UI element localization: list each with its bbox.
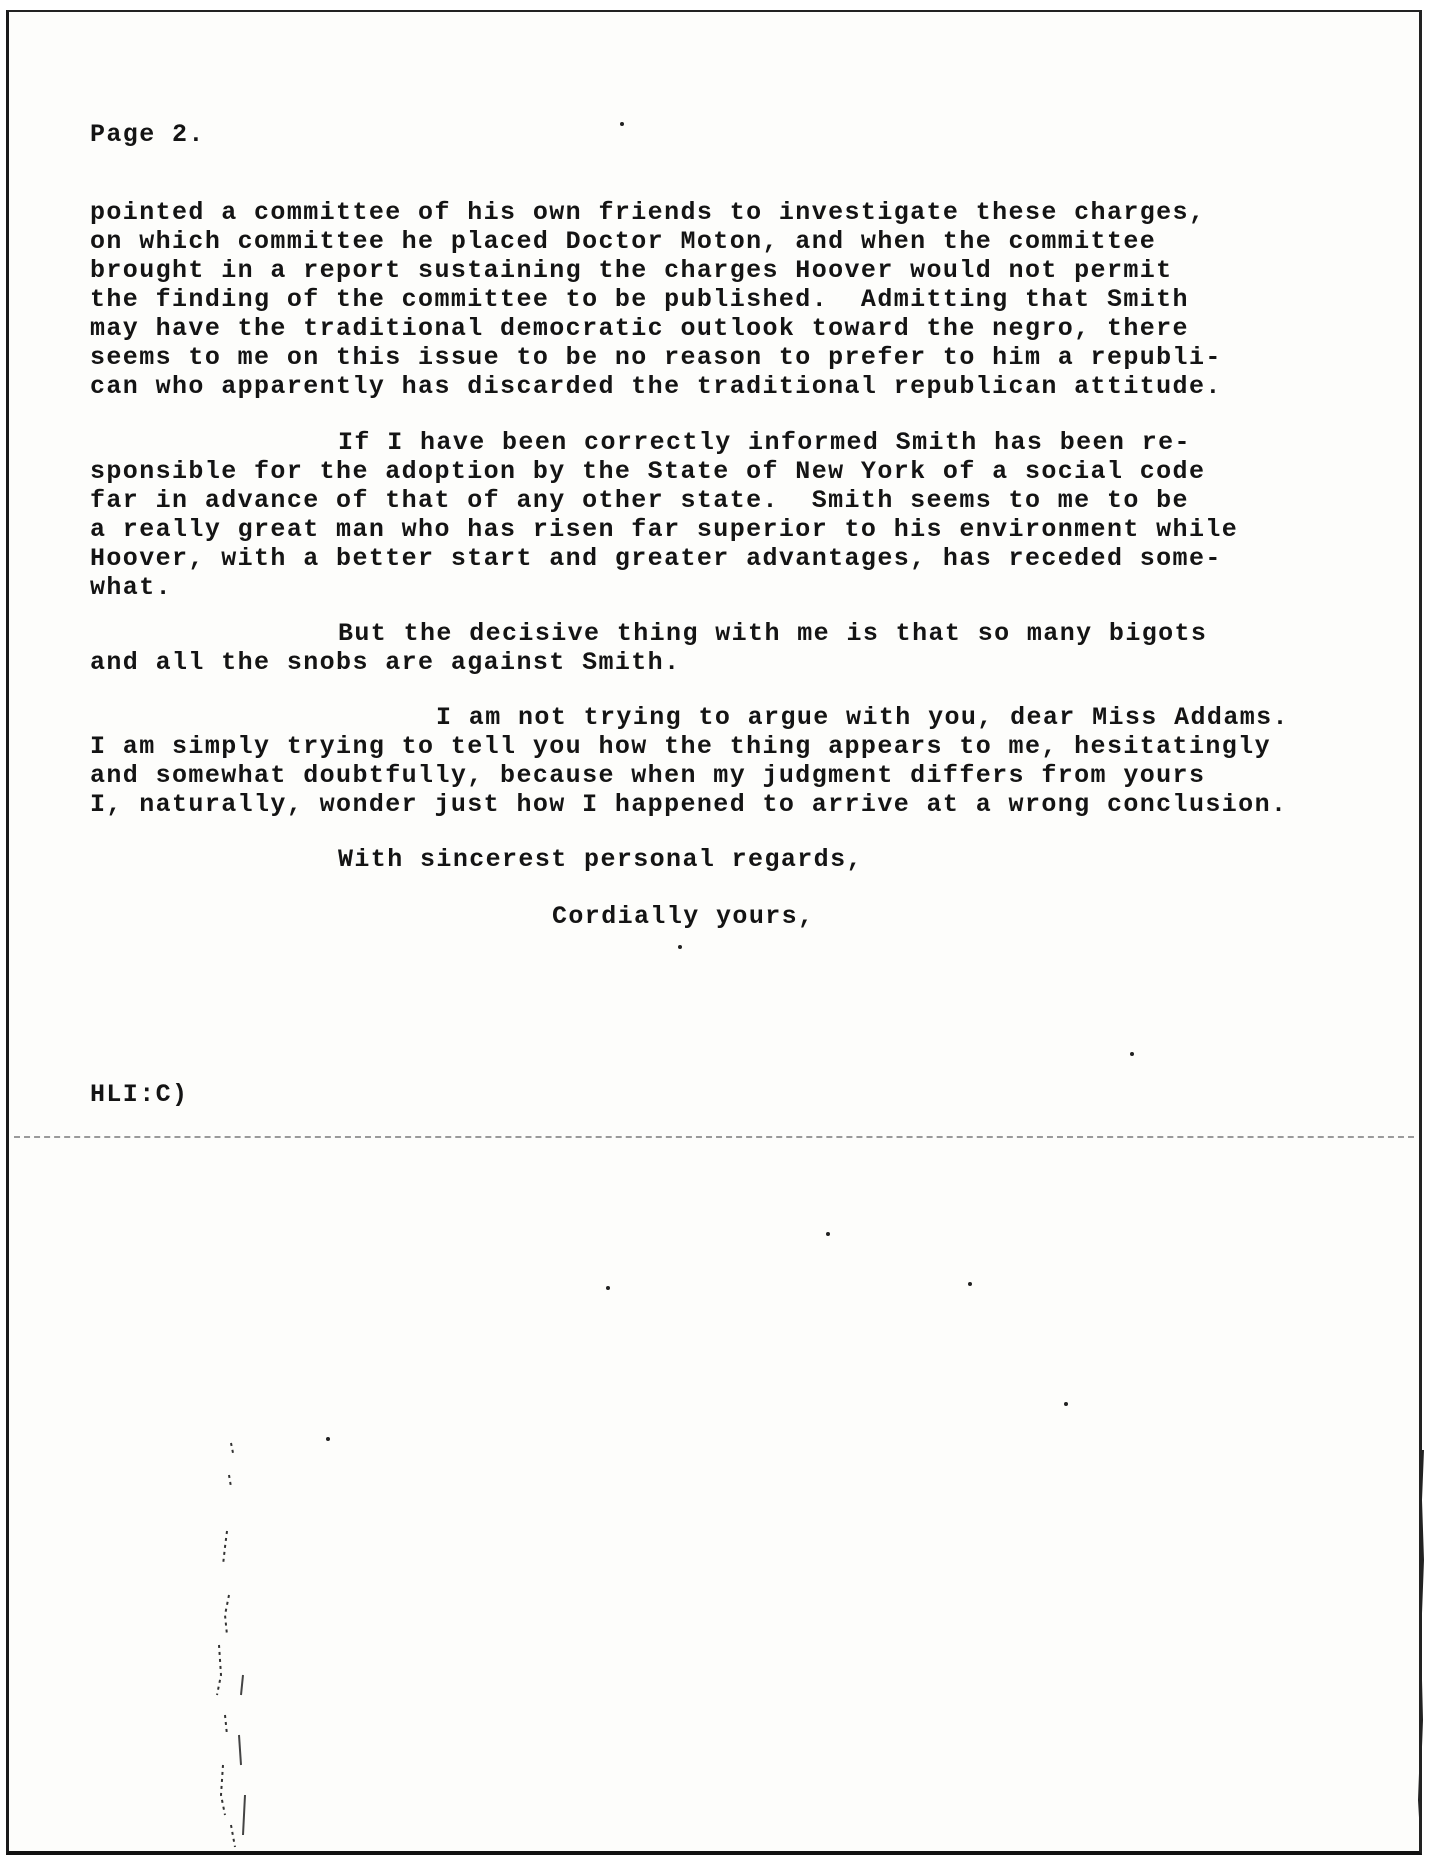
paragraph-4-line: and somewhat doubtfully, because when my judgment differs from yours xyxy=(90,761,1206,790)
ink-speck xyxy=(326,1437,330,1441)
closing-regards: With sincerest personal regards, xyxy=(338,845,863,874)
paragraph-1-line: brought in a report sustaining the charges Hoover would not permit xyxy=(90,256,1173,285)
paragraph-3-line: and all the snobs are against Smith. xyxy=(90,648,681,677)
page-fold-line xyxy=(14,1136,1414,1138)
paragraph-1-line: pointed a committee of his own friends to investigate these charges, xyxy=(90,198,1206,227)
paragraph-1-line: seems to me on this issue to be no reason to prefer to him a republi- xyxy=(90,343,1222,372)
ink-speck xyxy=(678,945,682,949)
paragraph-1-line: can who apparently has discarded the traditional republican attitude. xyxy=(90,372,1222,401)
paragraph-2-line: Hoover, with a better start and greater advantages, has receded some- xyxy=(90,544,1222,573)
page-label: Page 2. xyxy=(90,120,205,149)
paragraph-4-line: I am not trying to argue with you, dear Miss Addams. xyxy=(436,703,1289,732)
ink-speck xyxy=(968,1282,972,1286)
paragraph-1-line: may have the traditional democratic outlook toward the negro, there xyxy=(90,314,1189,343)
paragraph-4-line: I, naturally, wonder just how I happened to arrive at a wrong conclusion. xyxy=(90,790,1288,819)
scan-edge-marks xyxy=(205,1435,265,1855)
ink-speck xyxy=(620,122,624,126)
ink-speck xyxy=(606,1286,610,1290)
paragraph-2-line: what. xyxy=(90,573,173,602)
ink-speck xyxy=(1064,1402,1068,1406)
paragraph-2-line: a really great man who has risen far superior to his environment while xyxy=(90,515,1239,544)
paragraph-3-line: But the decisive thing with me is that so many bigots xyxy=(338,619,1208,648)
paragraph-1-line: the finding of the committee to be published. Admitting that Smith xyxy=(90,285,1189,314)
paragraph-2-line: If I have been correctly informed Smith has been re- xyxy=(338,428,1191,457)
closing-salutation: Cordially yours, xyxy=(552,902,815,931)
ink-speck xyxy=(826,1232,830,1236)
paragraph-2-line: far in advance of that of any other state. Smith seems to me to be xyxy=(90,486,1189,515)
paragraph-4-line: I am simply trying to tell you how the thing appears to me, hesitatingly xyxy=(90,732,1271,761)
paragraph-1-line: on which committee he placed Doctor Moton, and when the committee xyxy=(90,227,1157,256)
right-edge-marks xyxy=(1411,1440,1431,1840)
ink-speck xyxy=(1130,1052,1134,1056)
paragraph-2-line: sponsible for the adoption by the State of New York of a social code xyxy=(90,457,1206,486)
typist-initials: HLI:C) xyxy=(90,1080,189,1109)
